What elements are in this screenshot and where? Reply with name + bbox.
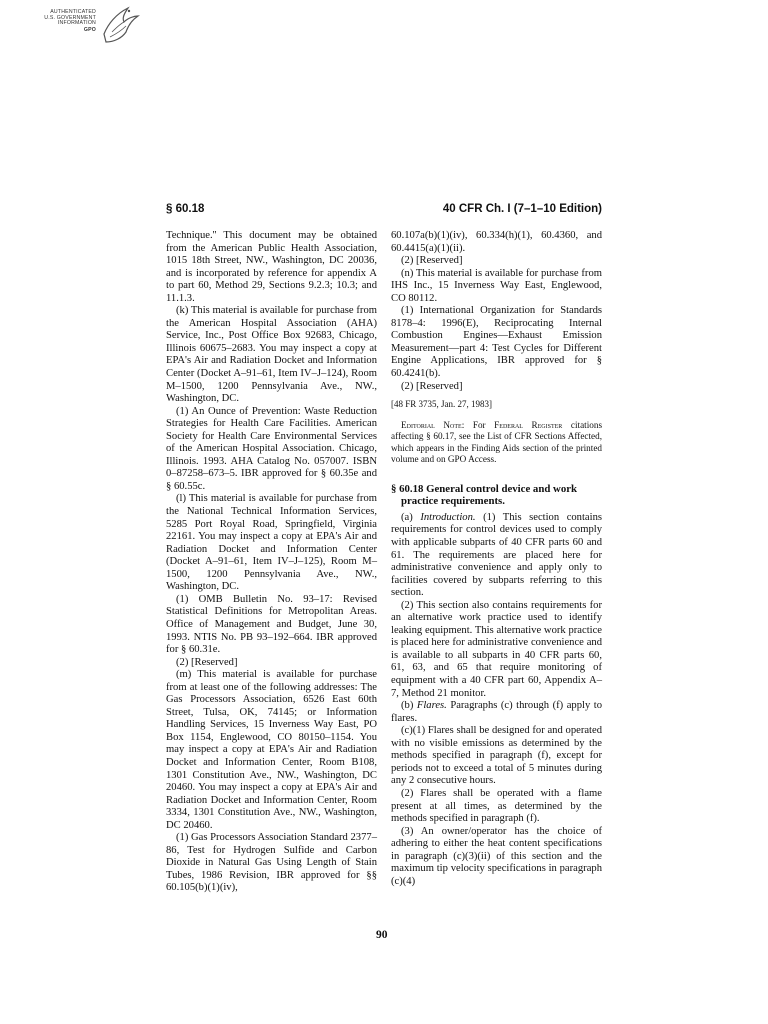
- paragraph-text: Paragraphs (c) through (f) apply to flares.: [391, 700, 602, 724]
- paragraph-text: (1) This section contains requirements for control devices used to comply with applicable subparts of 40 CFR parts 60 and 61. The requirements are placed here for administrative convenience and apply only to facilities covered by subparts referring to this section.: [391, 511, 602, 599]
- paragraph-label: (b): [401, 700, 414, 712]
- federal-register-label: Federal Register: [494, 420, 563, 431]
- paragraph: (3) An owner/operator has the choice of adhering to either the heat content specifications in paragraph (c)(3)(ii) of this section and the maximum tip velocity specifications in paragraph (c)(4): [391, 825, 602, 887]
- section-heading: § 60.18 General control device and work practice requirements.: [391, 482, 578, 508]
- edition-header: 40 CFR Ch. I (7–1–10 Edition): [442, 203, 602, 215]
- paragraph: (1) International Organization for Standards 8178–4: 1996(E), Reciprocating Internal Combustion Engines—Exhaust Emission Measurement—part 4: Test Cycles for Different Engine Applications, IBR approved for § 60.4241(b).: [391, 305, 602, 380]
- paragraph: (n) This material is available for purchase from IHS Inc., 15 Inverness Way East, Englewood, CO 80112.: [391, 267, 602, 304]
- paragraph-title: Flares.: [416, 700, 447, 712]
- paragraph-label: (a): [401, 511, 413, 523]
- page-number: 90: [376, 929, 388, 941]
- gpo-authentication-logo: [32, 4, 142, 46]
- paragraph: (1) An Ounce of Prevention: Waste Reduction Strategies for Health Care Facilities. American Society for Health Care Environmental Services of the American Hospital Association. Chicago, Illinois. 1993. AHA Catalog No. 057007. ISBN 0–87258–673–5. IBR approved for § 60.35e and § 60.55c.: [166, 405, 377, 492]
- paragraph: [391, 700, 602, 725]
- logo-line-3: INFORMATION: [57, 20, 96, 27]
- paragraph: (c)(1) Flares shall be designed for and operated with no visible emissions as determined by the methods specified in paragraph (f), except for periods not to exceed a total of 5 minutes during any 2 consecutive hours.: [391, 725, 602, 787]
- paragraph: (1) Gas Processors Association Standard 2377–86, Test for Hydrogen Sulfide and Carbon Dioxide in Natural Gas Using Length of Stain Tubes, 1986 Revision, IBR approved for §§ 60.105(b)(1)(iv),: [166, 832, 377, 894]
- left-column: [166, 230, 377, 895]
- paragraph-title: Introduction.: [420, 511, 476, 523]
- logo-text: [32, 10, 96, 33]
- paragraph: (1) OMB Bulletin No. 93–17: Revised Statistical Definitions for Metropolitan Areas. Office of Management and Budget, June 30, 1993. NTIS No. PB 93–192–664. IBR approved for § 60.31e.: [166, 593, 377, 656]
- paragraph: (2) [Reserved]: [401, 380, 463, 392]
- logo-line-2: U.S. GOVERNMENT: [44, 14, 96, 21]
- paragraph: (m) This material is available for purchase from at least one of the following addresses: The Gas Processors Association, 6526 East 60th Street, Tulsa, OK, 74145; or Information Handling Services, 15 Inverness Way East, PO Box 1154, Englewood, CO 80150–1154. You may inspect a copy at EPA's Air and Radiation Docket and Information Center, Room B108, 1301 Constitution Ave., NW., Washington, DC 20460. You may inspect a copy at EPA's Air and Radiation Docket and Information Center, Room 3334, 1301 Constitution Ave., NW., Washington, DC 20460.: [166, 669, 377, 831]
- editorial-note-text-a: For: [472, 420, 486, 431]
- editorial-note-text-b: citations affecting § 60.17, see the List of CFR Sections Affected, which appears in the Finding Aids section of the printed volume and on GPO Access.: [391, 420, 603, 464]
- paragraph: Technique.'' This document may be obtained from the American Public Health Association, 1015 18th Street, NW., Washington, DC 20036, and is incorporated by reference for appendix A to part 60, Method 29, Sections 9.2.3; 10.3; and 11.1.3.: [166, 230, 377, 304]
- paragraph: [391, 512, 602, 600]
- editorial-note: [391, 420, 602, 465]
- paragraph: (l) This material is available for purchase from the National Technical Information Services, 5285 Port Royal Road, Springfield, Virginia 22161. You may inspect a copy at EPA's Air and Radiation Docket and Information Center (Docket A–91–61, Item IV–J–125), Room M–1500, 1200 Pennsylvania Ave., NW., Washington, DC.: [166, 493, 377, 593]
- paragraph: (2) [Reserved]: [401, 255, 463, 267]
- right-column: [391, 230, 602, 888]
- eagle-icon: [98, 4, 140, 46]
- paragraph: 60.107a(b)(1)(iv), 60.334(h)(1), 60.4360, and 60.4415(a)(1)(ii).: [391, 230, 602, 254]
- logo-gpo: GPO: [83, 26, 96, 33]
- paragraph: (2) Flares shall be operated with a flame present at all times, as determined by the methods specified in paragraph (f).: [391, 787, 602, 825]
- editorial-note-label: Editorial Note:: [401, 420, 465, 431]
- paragraph: (k) This material is available for purchase from the American Hospital Association (AHA) Service, Inc., Post Office Box 92683, Chicago, Illinois 60675–2683. You may inspect a copy at EPA's Air and Radiation Docket and Information Center (Docket A–91–61, Item IV–J–124), Room M–1500, 1200 Pennsylvania Ave., NW., Washington, DC.: [166, 305, 377, 405]
- paragraph: (2) [Reserved]: [176, 656, 238, 668]
- section-header: § 60.18: [166, 203, 205, 215]
- source-citation: [48 FR 3735, Jan. 27, 1983]: [391, 399, 492, 410]
- logo-line-1: AUTHENTICATED: [50, 9, 96, 15]
- paragraph: (2) This section also contains requirements for an alternative work practice used to identify leaking equipment. This alternative work practice is placed here for administrative convenience and is available to all subparts in 40 CFR parts 60, 61, 63, and 65 that require monitoring of equipment with a 40 CFR part 60, Appendix A–7, Method 21 monitor.: [391, 599, 602, 699]
